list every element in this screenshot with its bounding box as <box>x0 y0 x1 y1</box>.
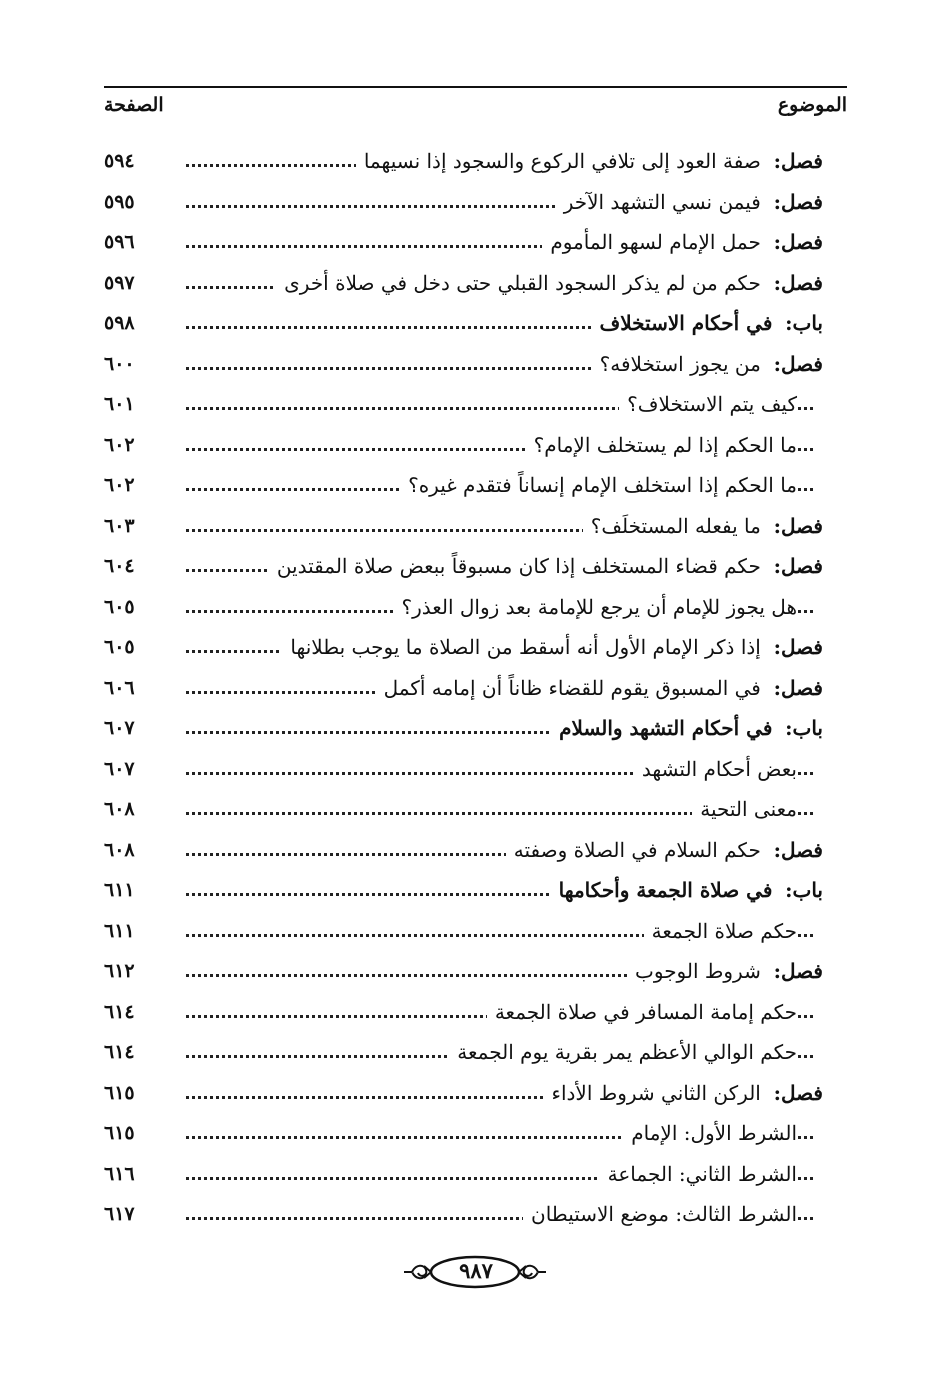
toc-entry-text: ما يفعله المستخلَف؟ <box>590 513 761 538</box>
toc-entry-title <box>644 911 797 951</box>
toc-entry-title <box>376 668 823 708</box>
toc-entry <box>104 263 823 304</box>
toc-entry-text: كيف يتم الاستخلاف؟ <box>627 392 797 416</box>
toc-entry-page: ٦١٧ <box>104 1203 135 1225</box>
toc-entry-title <box>556 182 823 222</box>
toc-entry-page: ٦٠٤ <box>104 555 135 577</box>
toc-entry <box>104 425 823 466</box>
toc-entry-page: ٥٩٤ <box>104 150 135 172</box>
toc-entry-title <box>623 1113 797 1153</box>
toc-entry <box>104 1113 823 1154</box>
toc-entry <box>104 344 823 385</box>
fasl-label: فصل: <box>773 351 823 376</box>
toc-entry-text: حكم قضاء المستخلف إذا كان مسبوقاً ببعض صلاة المقتدين <box>276 554 761 578</box>
toc-entry <box>104 222 823 263</box>
toc-entry-page: ٦٠٨ <box>104 838 135 861</box>
toc-entry-text: حكم صلاة الجمعة <box>651 918 797 943</box>
toc-entry-title <box>627 951 823 991</box>
bab-label: باب: <box>785 311 823 335</box>
toc-entry-title <box>542 222 823 262</box>
toc-entry-text: حكم الوالي الأعظم يمر بقرية يوم الجمعة <box>457 1040 797 1064</box>
toc-entry <box>104 830 823 871</box>
toc-entry-text: الشرط الثالث: موضع الاستيطان <box>531 1202 797 1226</box>
toc-entry-text: من يجوز استخلافه؟ <box>599 351 761 376</box>
toc-entry-page: ٥٩٥ <box>104 190 135 213</box>
toc-entry-title <box>393 587 797 627</box>
toc-entry-page: ٦١٥ <box>104 1081 135 1104</box>
toc-entry-text: معنى التحية <box>700 797 797 821</box>
toc-entry-text: فيمن نسي التشهد الآخر <box>563 189 761 214</box>
fasl-label: فصل: <box>773 959 823 983</box>
toc-entry <box>104 506 823 547</box>
toc-entry <box>104 911 823 952</box>
toc-entry-page: ٦٠٢ <box>104 474 135 496</box>
toc-entry <box>104 303 823 344</box>
toc-entry-title <box>282 627 823 667</box>
toc-entry-page: ٦٠٣ <box>104 514 135 537</box>
toc-entry-title <box>269 546 823 586</box>
toc-entry-page: ٦٠٧ <box>104 757 135 780</box>
toc-entry-page: ٦٠٦ <box>104 676 135 699</box>
toc-entry <box>104 627 823 668</box>
fasl-label: فصل: <box>773 837 823 862</box>
toc-entry-page: ٦٠٨ <box>104 798 135 820</box>
toc-entry-title <box>526 425 797 465</box>
toc-entry-title <box>544 1073 823 1113</box>
fasl-label: فصل: <box>773 1080 823 1105</box>
toc-entry <box>104 749 823 790</box>
toc-entry-title <box>276 263 823 303</box>
header-page: الصفحة <box>104 94 164 116</box>
toc-entry-title <box>487 992 797 1032</box>
toc-entry <box>104 1194 823 1235</box>
page-footer <box>0 1252 949 1292</box>
toc-entry-text: بعض أحكام التشهد <box>641 756 797 781</box>
toc-entry-text: ما الحكم إذا لم يستخلف الإمام؟ <box>533 432 797 457</box>
toc-entry-page: ٦٠٧ <box>104 717 135 739</box>
toc-entry-text: في أحكام التشهد والسلام <box>559 716 773 740</box>
toc-entry-title <box>523 1194 797 1234</box>
fasl-label: فصل: <box>773 513 823 538</box>
toc-entry-title <box>551 870 823 910</box>
toc-entry-text: في أحكام الاستخلاف <box>599 311 773 335</box>
toc-entry-title <box>506 830 823 870</box>
toc-entry-page: ٦١١ <box>104 879 135 901</box>
toc-entry-text: الشرط الثاني: الجماعة <box>607 1161 797 1186</box>
toc-entry <box>104 951 823 992</box>
toc-list <box>104 141 823 1235</box>
toc-entry <box>104 668 823 709</box>
toc-entry <box>104 465 823 506</box>
toc-entry-page: ٦٠٥ <box>104 636 135 658</box>
toc-entry-page: ٥٩٧ <box>104 271 135 294</box>
bab-label: باب: <box>785 716 823 740</box>
fasl-label: فصل: <box>773 554 823 578</box>
toc-entry-title <box>449 1032 797 1072</box>
toc-entry <box>104 546 823 587</box>
toc-entry <box>104 587 823 628</box>
fasl-label: فصل: <box>773 149 823 173</box>
header-rule <box>104 86 847 88</box>
toc-entry-page: ٦١٥ <box>104 1122 135 1144</box>
bab-label: باب: <box>785 878 823 902</box>
toc-entry-text: حكم من لم يذكر السجود القبلي حتى دخل في صلاة أخرى <box>284 270 761 295</box>
toc-entry <box>104 384 823 425</box>
toc-entry <box>104 182 823 223</box>
toc-entry-title <box>583 506 823 546</box>
toc-entry <box>104 708 823 749</box>
toc-entry-title <box>400 465 797 505</box>
toc-entry-page: ٦١٤ <box>104 1041 135 1063</box>
toc-entry-text: في صلاة الجمعة وأحكامها <box>558 878 773 902</box>
toc-entry-title <box>600 1154 797 1194</box>
toc-header <box>104 94 847 130</box>
toc-entry-title <box>634 749 797 789</box>
toc-entry <box>104 1073 823 1114</box>
toc-entry <box>104 141 823 182</box>
toc-entry-page: ٥٩٨ <box>104 312 135 334</box>
toc-entry-title <box>551 708 823 748</box>
toc-entry-text: حكم إمامة المسافر في صلاة الجمعة <box>494 999 797 1024</box>
toc-entry <box>104 1154 823 1195</box>
toc-entry-title <box>619 384 797 424</box>
toc-entry-text: هل يجوز للإمام أن يرجع للإمامة بعد زوال العذر؟ <box>401 594 797 619</box>
fasl-label: فصل: <box>773 230 823 254</box>
toc-entry-title <box>356 141 823 181</box>
toc-entry-page: ٦٠٢ <box>104 433 135 456</box>
toc-entry-page: ٦١٤ <box>104 1000 135 1023</box>
toc-entry-text: الركن الثاني شروط الأداء <box>551 1080 761 1105</box>
header-topic: الموضوع <box>777 94 847 116</box>
toc-entry-page: ٦١٢ <box>104 960 135 982</box>
fasl-label: فصل: <box>773 635 823 659</box>
toc-entry-title <box>592 344 823 384</box>
toc-entry-text: شروط الوجوب <box>635 959 761 983</box>
page-number: ٩٨٧ <box>459 1258 493 1283</box>
toc-entry-text: في المسبوق يقوم للقضاء ظاناً أن إمامه أكمل <box>383 675 761 700</box>
toc-entry-page: ٦٠٠ <box>104 352 135 375</box>
toc-entry-text: إذا ذكر الإمام الأول أنه أسقط من الصلاة ما يوجب بطلانها <box>290 635 761 659</box>
toc-entry <box>104 870 823 911</box>
fasl-label: فصل: <box>773 270 823 295</box>
toc-entry-text: حكم السلام في الصلاة وصفته <box>513 837 761 862</box>
toc-entry-text: ما الحكم إذا استخلف الإمام إنساناً فتقدم غيره؟ <box>408 473 797 497</box>
fasl-label: فصل: <box>773 189 823 214</box>
toc-entry-page: ٦٠١ <box>104 393 135 415</box>
toc-entry <box>104 992 823 1033</box>
toc-entry-page: ٦٠٥ <box>104 595 135 618</box>
fasl-label: فصل: <box>773 675 823 700</box>
toc-entry <box>104 789 823 830</box>
toc-entry-page: ٦١٦ <box>104 1162 135 1185</box>
toc-entry-text: صفة العود إلى تلافي الركوع والسجود إذا نسيهما <box>363 149 761 173</box>
toc-entry-title <box>591 303 823 343</box>
toc-entry-text: حمل الإمام لسهو المأموم <box>550 230 761 254</box>
toc-entry <box>104 1032 823 1073</box>
toc-entry-title <box>692 789 797 829</box>
toc-entry-page: ٥٩٦ <box>104 231 135 253</box>
toc-entry-text: الشرط الأول: الإمام <box>631 1121 797 1145</box>
toc-entry-page: ٦١١ <box>104 919 135 942</box>
